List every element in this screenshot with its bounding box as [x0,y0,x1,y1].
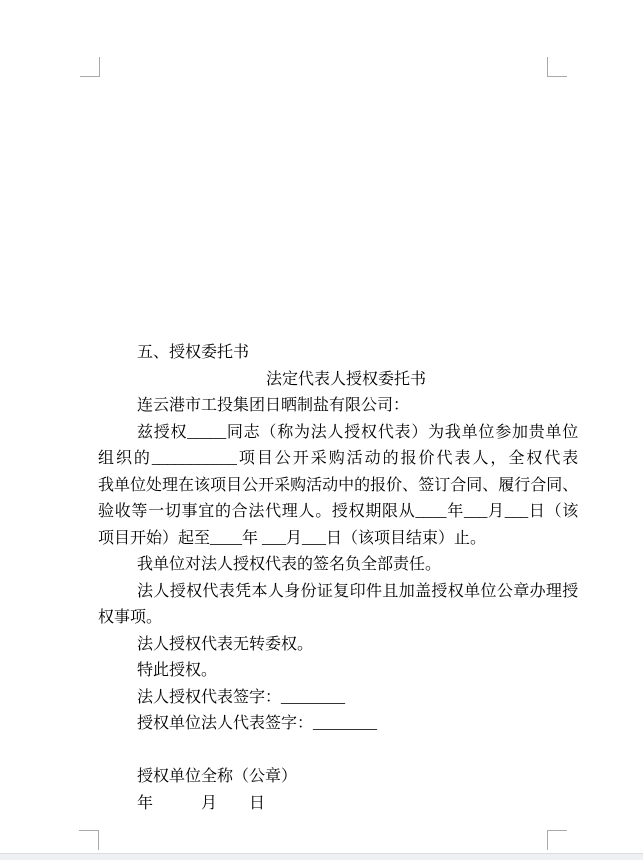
text-boundary-mark-top-right [547,57,567,77]
document-line: 兹授权_____同志（称为法人授权代表）为我单位参加贵单位 [137,423,578,441]
document-line [98,738,578,765]
document-line: 项目开始）起至____年 ___月___日（该项目结束）止。 [98,529,487,547]
document-line: 组织的___________项目公开采购活动的报价代表人，全权代表 [98,450,578,467]
text-boundary-mark-top-left [80,57,100,77]
document-line: 连云港市工投集团日晒制盐有限公司： [137,397,410,414]
document-line: 法人授权代表无转委权。 [137,635,314,653]
text-boundary-mark-bottom-left [79,830,99,850]
document-line: 授权单位法人代表签字：________ [137,715,378,732]
document-line: 年 月 日 [137,794,266,812]
document-line: 法定代表人授权委托书 [265,370,426,388]
document-line: 授权单位全称（公章） [137,768,298,785]
document-line: 法人授权代表凭本人身份证复印件且加盖授权单位公章办理授 [137,582,578,600]
document-line: 我单位对法人授权代表的签名负全部责任。 [137,556,442,573]
document-line: 权事项。 [98,609,163,626]
document-line: 五、授权委托书 [137,344,250,361]
document-line: 特此授权。 [137,662,218,679]
document-line: 法人授权代表签字：________ [137,688,346,706]
page-bottom-gap [0,853,643,860]
document-line: 我单位处理在该项目公开采购活动中的报价、签订合同、履行合同、 [98,476,578,494]
document-text-body [98,340,578,817]
document-line: 验收等一切事宜的合法代理人。授权期限从____年___月___日（该 [98,503,578,520]
text-boundary-mark-bottom-right [547,830,567,850]
